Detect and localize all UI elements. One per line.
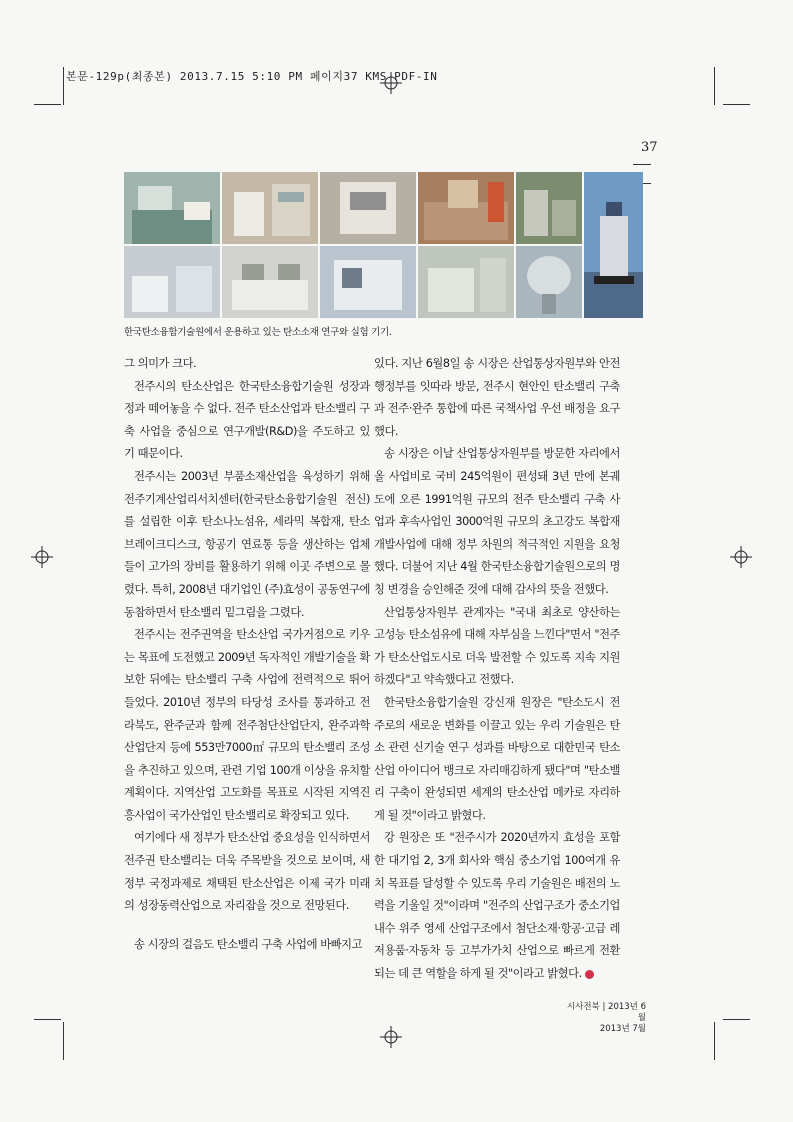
paragraph: 그 의미가 크다.: [124, 357, 197, 370]
lab-photo: [320, 172, 416, 244]
lab-photo: [584, 172, 643, 318]
registration-mark-icon: [730, 546, 752, 568]
article-column-left: [124, 353, 370, 956]
photo-caption: 한국탄소융합기술원에서 운용하고 있는 탄소소재 연구와 실험 기기.: [124, 327, 392, 338]
crop-mark: [723, 104, 750, 105]
print-header: 본문-129p(최종본) 2013.7.15 5:10 PM 페이지37 KMS PDF-IN: [66, 70, 438, 83]
lab-photo: [222, 246, 318, 318]
end-mark-icon: s: [585, 970, 594, 979]
lab-photo: [418, 246, 514, 318]
crop-mark: [714, 1022, 715, 1060]
crop-mark: [34, 1019, 61, 1020]
paragraph: [374, 827, 620, 985]
footer-date-line: 2013년 7월: [599, 1024, 646, 1034]
crop-mark: [63, 1022, 64, 1060]
crop-mark: [633, 164, 651, 165]
crop-mark: [714, 67, 715, 105]
paragraph: 전주시는 전주권역을 탄소산업 국가거점으로 키우는 목표에 도전했고 2009년 독자적인 개발기술을 확보한 뒤에는 탄소밸리 구축 사업에 전력적으로 뛰어들었다. 2010년 정부의 타당성 조사를 통과하고 전라북도, 완주군과 함께 전주첨단산업단지, 완주과학산업단지 등에 553만7000㎡ 규모의 탄소밸리 조성을 추진하고 있으며, 관련 기업 100개 이상을 유치할 계획이다. 지역산업 고도화를 목표로 시작된 지역진흥사업이 국가산업인 탄소밸리로 확장되고 있다.: [124, 628, 370, 822]
paragraph: 송 시장은 이날 산업통상자원부를 방문한 자리에서 올 사업비로 국비 245억원이 편성돼 3년 만에 본궤도에 오른 1991억원 규모의 전주 탄소밸리 구축 사업과 후속사업인 3000억원 규모의 초고강도 복합재 개발사업에 대해 정부 차원의 적극적인 지원을 요청했다. 더불어 지난 4월 한국탄소융합기술원으로의 명칭 변경을 승인해준 것에 대해 감사의 뜻을 전했다.: [374, 447, 620, 596]
lab-photo: [222, 172, 318, 244]
crop-mark: [63, 67, 64, 105]
paragraph: 산업통상자원부 관계자는 "국내 최초로 양산하는 고성능 탄소섬유에 대해 자부심을 느낀다"면서 "전주가 탄소산업도시로 더욱 발전할 수 있도록 지속 지원하겠다"고 약속했다고 전했다.: [374, 605, 620, 687]
registration-mark-icon: [380, 1026, 402, 1048]
paragraph-text: 강 원장은 또 "전주시가 2020년까지 효성을 포함한 대기업 2, 3개 회사와 핵심 중소기업 100여개 유치 목표를 달성할 수 있도록 우리 기술원은 배전의 노력을 기울일 것"이라며 "전주의 산업구조가 중소기업 내수 위주 영세 산업구조에서 첨단소재·항공·고급 레저용품·자동차 등 고부가가치 산업으로 빠르게 전환되는 데 큰 역할을 하게 될 것"이라고 밝혔다.: [374, 831, 620, 981]
lab-photo: [516, 172, 582, 244]
lab-photo: [516, 246, 582, 318]
article-column-right: [374, 353, 620, 986]
paragraph: 한국탄소융합기술원 강신재 원장은 "탄소도시 전주로의 새로운 변화를 이끌고 있는 우리 기술원은 탄소 관련 신기술 연구 성과를 바탕으로 대한민국 탄소산업 아이디어 뱅크로 자리매김하게 됐다"며 "탄소밸리 구축이 완성되면 세계의 탄소산업 메카로 자리하게 될 것"이라고 밝혔다.: [374, 695, 620, 822]
lab-photo: [124, 172, 220, 244]
lab-photo: [418, 172, 514, 244]
lab-photo: [320, 246, 416, 318]
crop-mark: [723, 1019, 750, 1020]
lab-photo: [124, 246, 220, 318]
crop-mark: [34, 104, 61, 105]
paragraph: 전주시는 2003년 부품소재산업을 육성하기 위해 전주기계산업리서치센터(한국탄소융합기술원 전신)를 설립한 이후 탄소나노섬유, 세라믹 복합재, 탄소 브레이크디스크, 항공기 연료통 등을 생산하는 업체들이 고가의 장비를 활용하기 위해 이곳 주변으로 몰렸다. 특히, 2008년 대기업인 (주)효성이 공동연구에 동참하면서 탄소밸리 밑그림을 그렸다.: [124, 469, 370, 619]
paragraph: 송 시장의 걸음도 탄소밸리 구축 사업에 바빠지고: [134, 937, 363, 951]
registration-mark-icon: [380, 72, 402, 94]
magazine-footer: [560, 1002, 646, 1035]
photo-collage: [124, 172, 643, 318]
footer-issue-line: 시사전북 | 2013년 6월: [566, 1002, 646, 1023]
paragraph: 여기에다 새 정부가 탄소산업 중요성을 인식하면서 전주권 탄소밸리는 더욱 주목받을 것으로 보이며, 새 정부 국정과제로 채택된 탄소산업은 이제 국가 미래의 성장동력산업으로 자리잡을 것으로 전망된다.: [124, 831, 370, 913]
paragraph: 전주시의 탄소산업은 한국탄소융합기술원 성장과정과 떼어놓을 수 없다. 전주 탄소산업과 탄소밸리 구축 사업을 중심으로 연구개발(R&D)을 주도하고 있기 때문이다.: [124, 379, 370, 461]
page-number: 37: [641, 140, 658, 155]
paragraph: 있다. 지난 6월8일 송 시장은 산업통상자원부와 안전행정부를 잇따라 방문, 전주시 현안인 탄소밸리 구축과 전주·완주 통합에 따른 국책사업 우선 배정을 요구했다.: [374, 357, 620, 438]
registration-mark-icon: [31, 546, 53, 568]
